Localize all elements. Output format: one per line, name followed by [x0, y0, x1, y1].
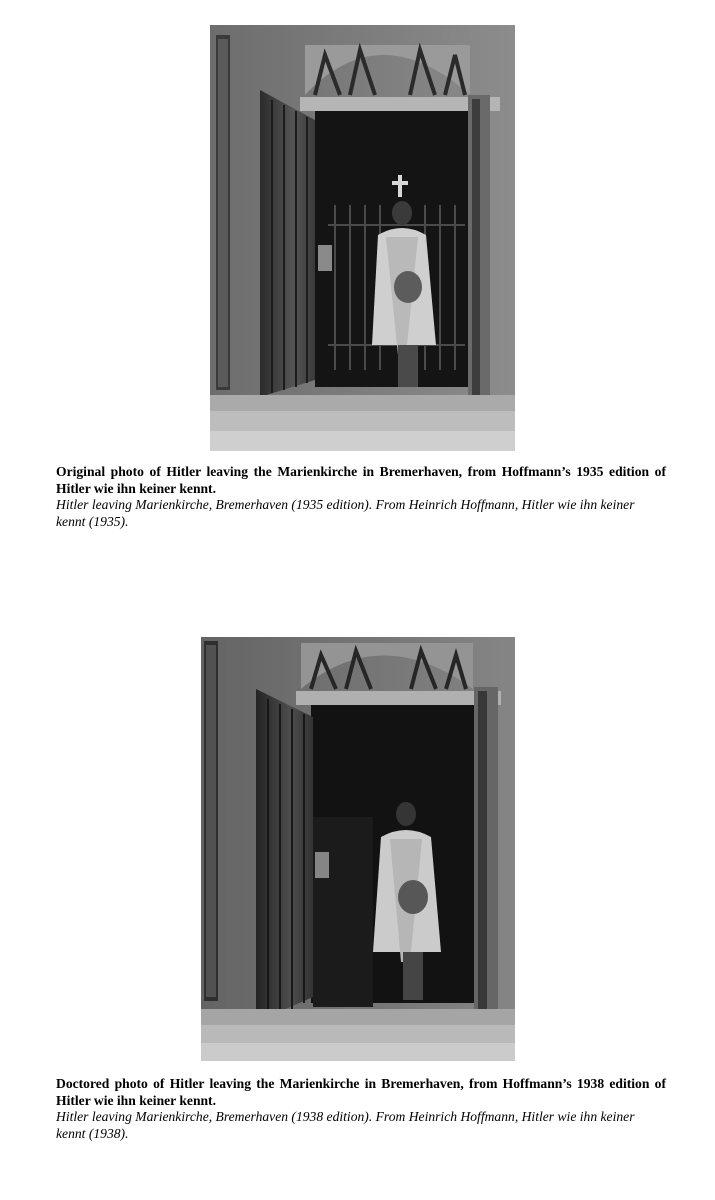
- photo-1935: [210, 25, 515, 451]
- caption-italic-1935: Hitler leaving Marienkirche, Bremerhaven (1935 edition). From Heinrich Hoffmann, Hitler wie ihn keiner kennt (1935).: [56, 497, 635, 529]
- caption-italic-1938: Hitler leaving Marienkirche, Bremerhaven (1938 edition). From Heinrich Hoffmann, Hitler wie ihn keiner kennt (1938).: [56, 1109, 635, 1141]
- photo-1938: [201, 637, 515, 1061]
- caption-bold-1938: Doctored photo of Hitler leaving the Marienkirche in Bremerhaven, from Hoffmann’s 1938 edition of Hitler wie ihn keiner kennt.: [56, 1076, 666, 1108]
- caption-1938: [56, 1076, 666, 1142]
- caption-bold-1935: Original photo of Hitler leaving the Marienkirche in Bremerhaven, from Hoffmann’s 1935 edition of Hitler wie ihn keiner kennt.: [56, 464, 666, 496]
- caption-1935: [56, 464, 666, 530]
